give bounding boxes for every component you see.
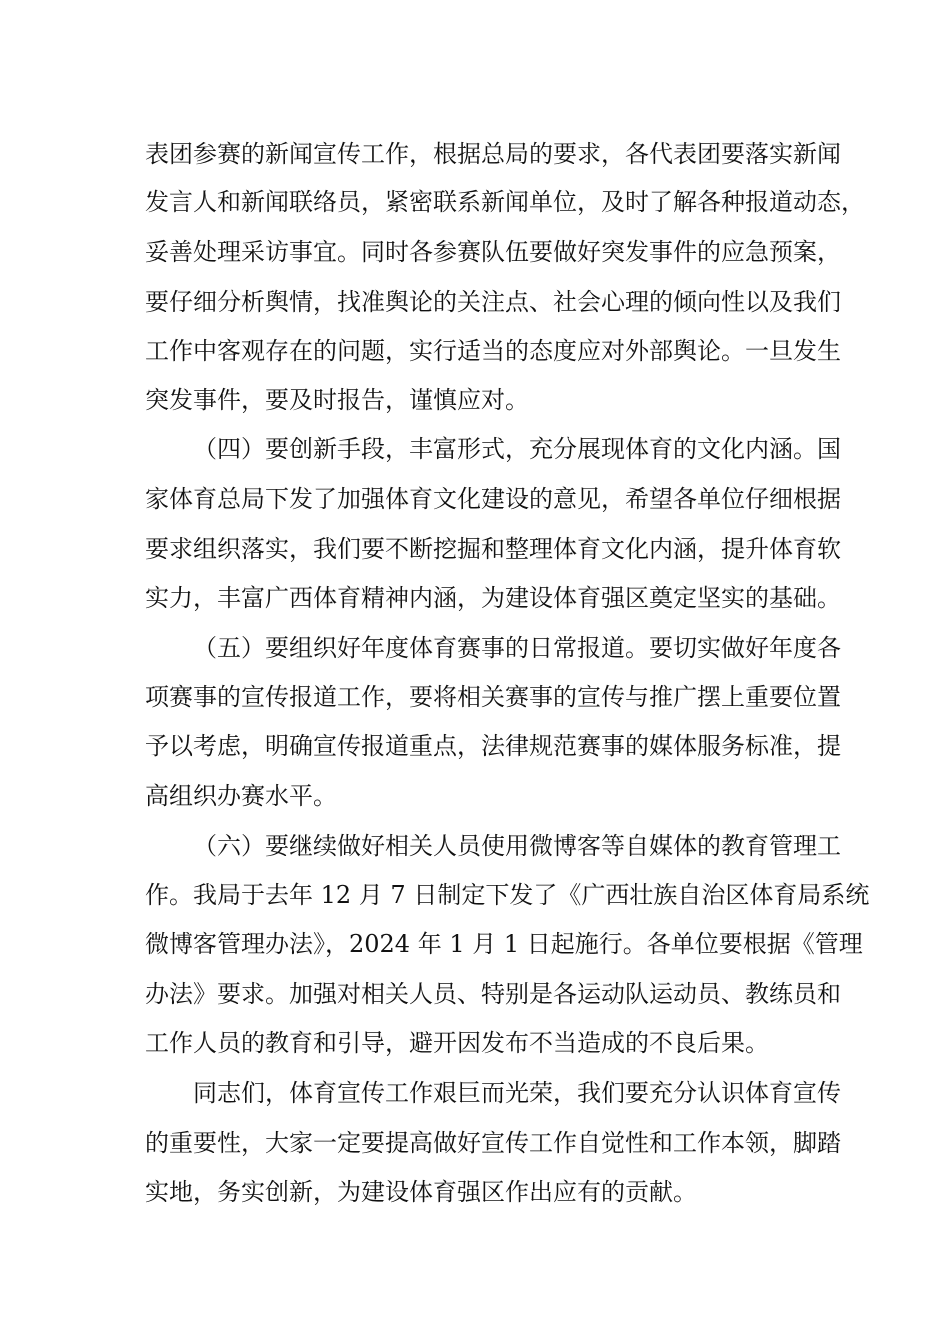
text-line: 项赛事的宣传报道工作，要将相关赛事的宣传与推广摆上重要位置 — [145, 683, 841, 711]
text-line: 工作中客观存在的问题，实行适当的态度应对外部舆论。一旦发生 — [145, 337, 841, 365]
text-line: 实地，务实创新，为建设体育强区作出应有的贡献。 — [145, 1178, 697, 1206]
text-line: 实力，丰富广西体育精神内涵，为建设体育强区奠定坚实的基础。 — [145, 584, 841, 612]
text-line: 微博客管理办法》，2024 年 1 月 1 日起施行。各单位要根据《管理 — [145, 930, 863, 958]
text-line: 工作人员的教育和引导，避开因发布不当造成的不良后果。 — [145, 1029, 769, 1057]
text-line: 的重要性，大家一定要提高做好宣传工作自觉性和工作本领，脚踏 — [145, 1129, 841, 1157]
paragraph-start-line: （五）要组织好年度体育赛事的日常报道。要切实做好年度各 — [193, 634, 841, 662]
text-line: 突发事件，要及时报告，谨慎应对。 — [145, 386, 529, 414]
text-line: 要仔细分析舆情，找准舆论的关注点、社会心理的倾向性以及我们 — [145, 288, 841, 316]
text-line: 发言人和新闻联络员，紧密联系新闻单位，及时了解各种报道动态， — [145, 188, 865, 216]
paragraph-start-line: （四）要创新手段，丰富形式，充分展现体育的文化内涵。国 — [193, 435, 841, 463]
paragraph-start-line: 同志们，体育宣传工作艰巨而光荣，我们要充分认识体育宣传 — [193, 1079, 841, 1107]
text-line: 办法》要求。加强对相关人员、特别是各运动队运动员、教练员和 — [145, 980, 841, 1008]
text-line: 要求组织落实，我们要不断挖掘和整理体育文化内涵，提升体育软 — [145, 535, 841, 563]
text-line: 作。我局于去年 12 月 7 日制定下发了《广西壮族自治区体育局系统 — [145, 881, 870, 909]
text-line: 高组织办赛水平。 — [145, 782, 337, 810]
text-line: 表团参赛的新闻宣传工作，根据总局的要求，各代表团要落实新闻 — [145, 140, 841, 168]
text-line: 妥善处理采访事宜。同时各参赛队伍要做好突发事件的应急预案， — [145, 238, 841, 266]
paragraph-start-line: （六）要继续做好相关人员使用微博客等自媒体的教育管理工 — [193, 832, 841, 860]
text-line: 予以考虑，明确宣传报道重点，法律规范赛事的媒体服务标准，提 — [145, 732, 841, 760]
text-line: 家体育总局下发了加强体育文化建设的意见，希望各单位仔细根据 — [145, 485, 841, 513]
